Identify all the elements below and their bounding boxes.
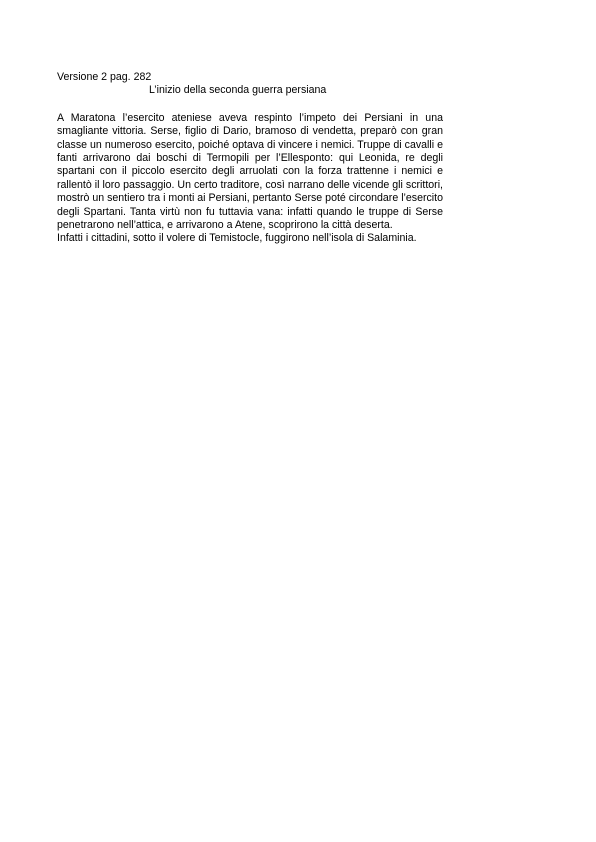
- paragraph-main: A Maratona l’esercito ateniese aveva respinto l’impeto dei Persiani in una smagliante vittoria. Serse, figlio di Dario, bramoso di vendetta, preparò con gran classe un numeroso esercito, poiché optava di vincere i nemici. Truppe di cavalli e fanti arrivarono dai boschi di Termopili per l’Ellesponto: qui Leonida, re degli spartani con il piccolo esercito degli arruolati con la forza trattenne i nemici e rallentò il loro passaggio. Un certo traditore, così narrano delle vicende gli scrittori, mostrò un sentiero tra i monti ai Persiani, pertanto Serse poté circondare l’esercito degli Spartani. Tanta virtù non fu tuttavia vana: infatti quando le truppe di Serse penetrarono nell’attica, e arrivarono a Atene, scoprirono la città deserta.: [57, 111, 443, 232]
- blank-line: [57, 98, 443, 112]
- document-title: L’inizio della seconda guerra persiana: [149, 84, 327, 97]
- version-reference: Versione 2 pag. 282: [57, 71, 152, 83]
- paragraph-closing: Infatti i cittadini, sotto il volere di Temistocle, fuggirono nell’isola di Salaminia.: [57, 232, 417, 245]
- document-body: [57, 71, 443, 246]
